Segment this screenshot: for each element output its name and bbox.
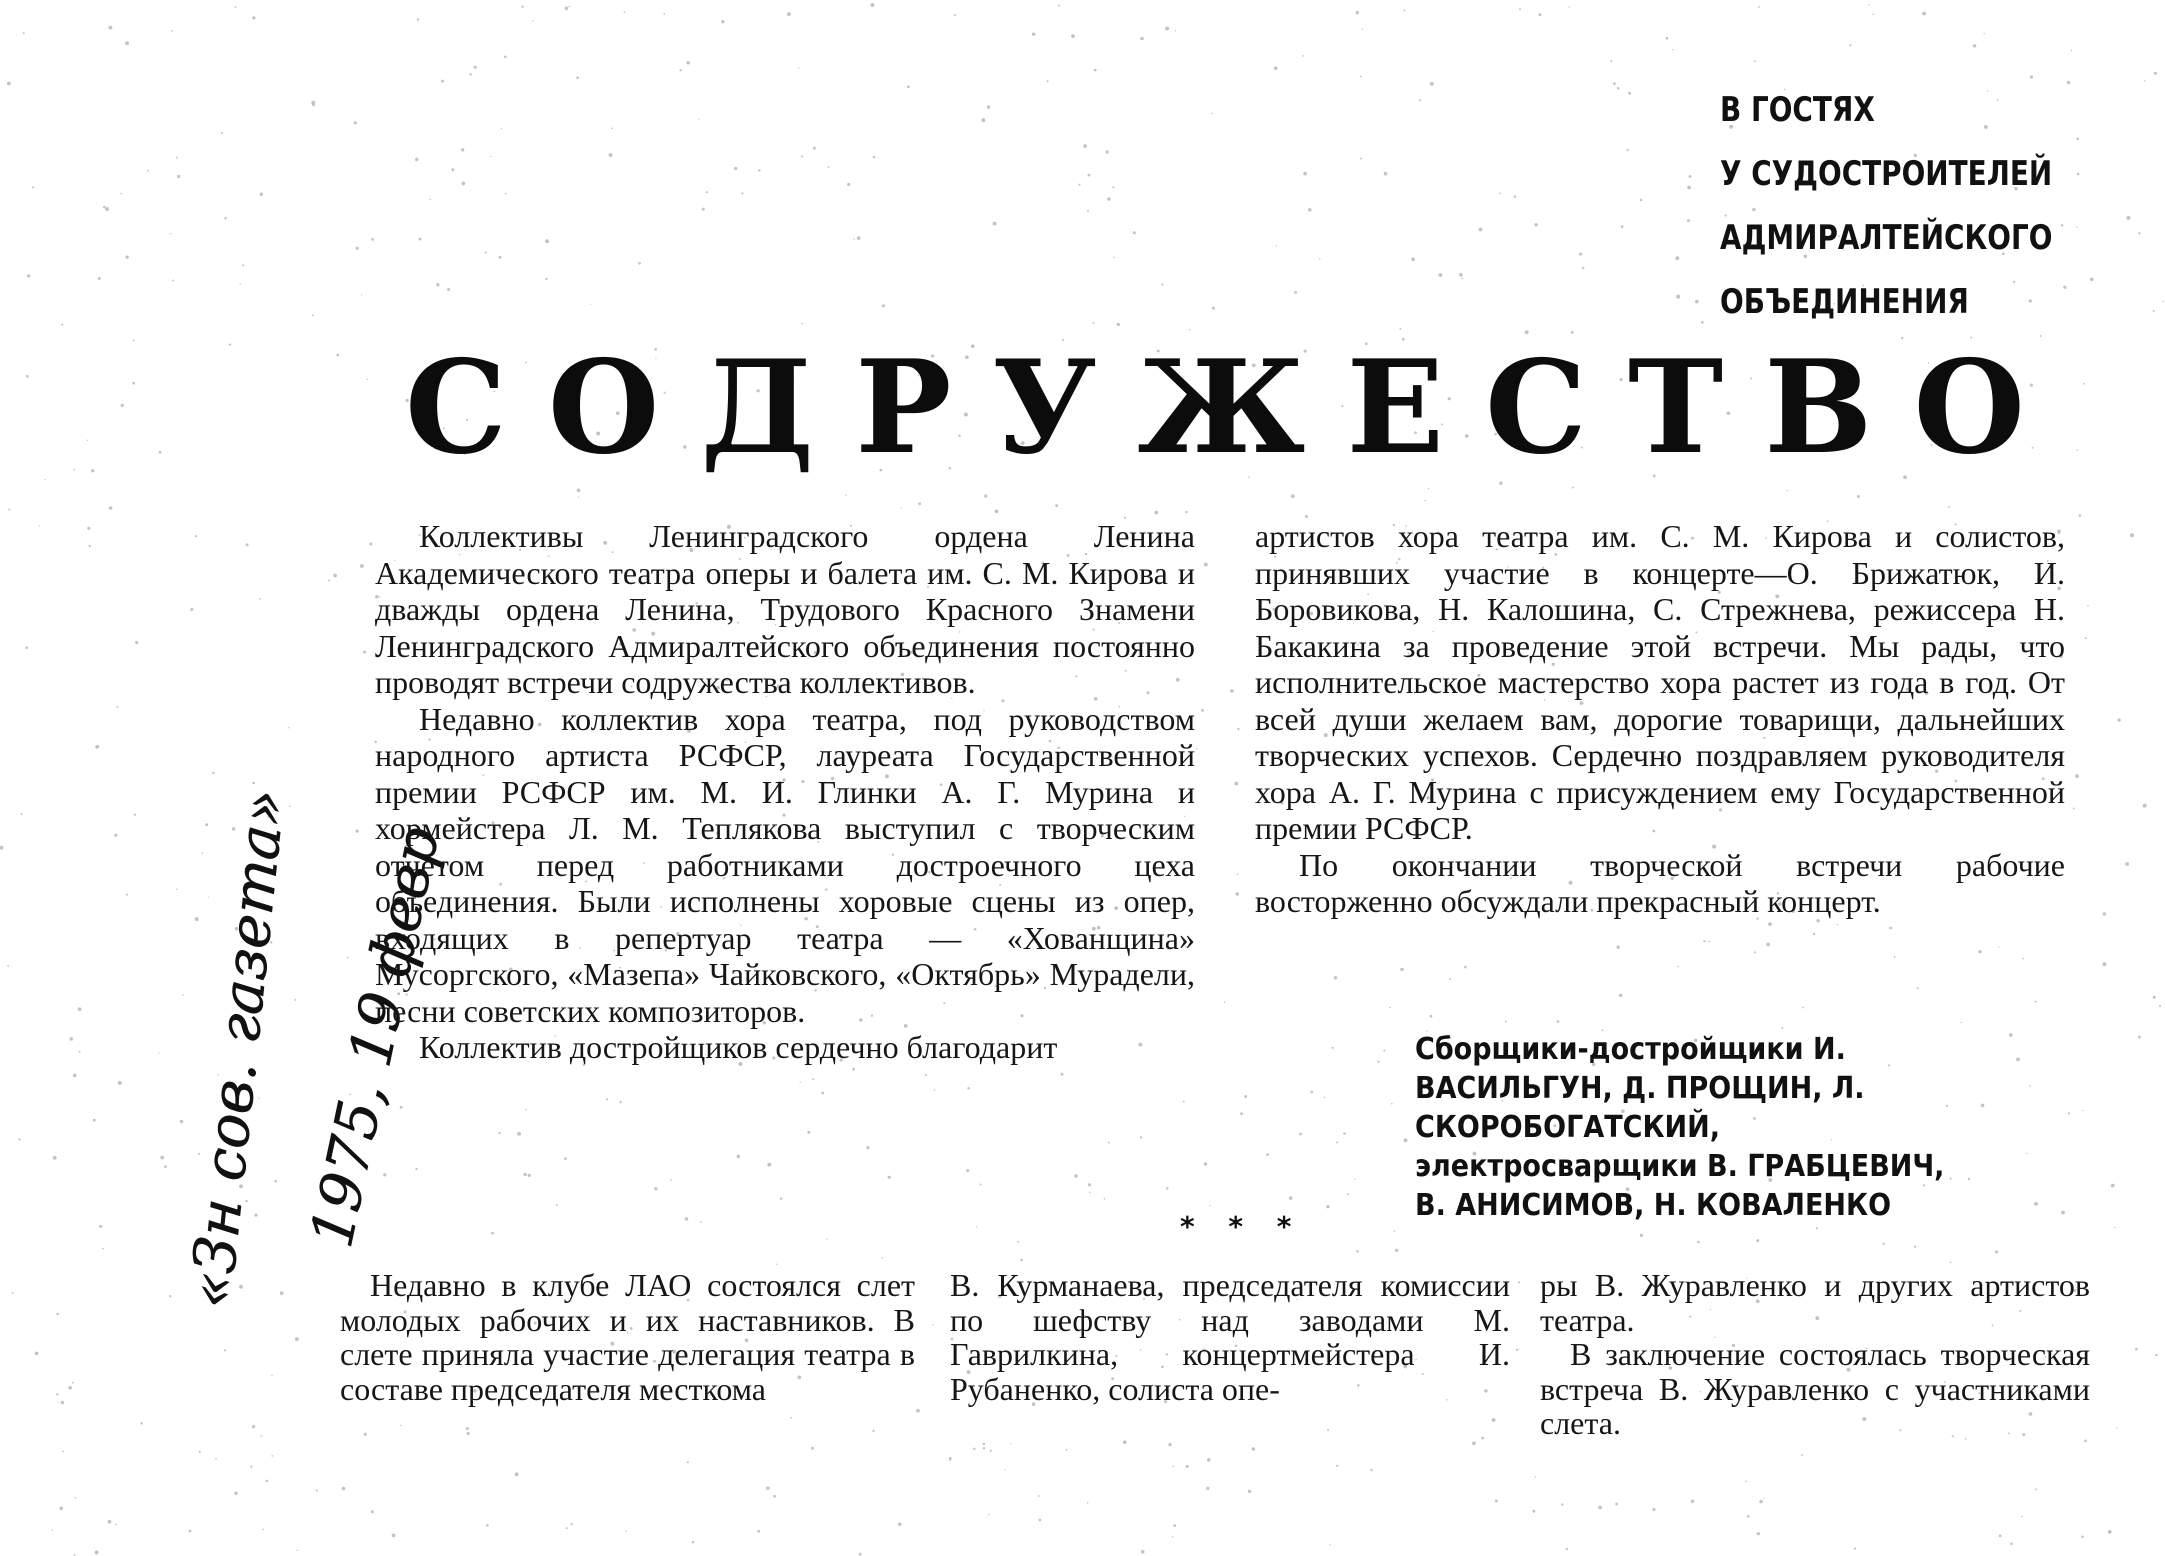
headline-letter: Е	[1346, 333, 1444, 483]
headline-letter: О	[547, 333, 660, 483]
headline-letter: У	[992, 333, 1097, 483]
kicker-line: АДМИРАЛТЕЙСКОГО	[1720, 218, 2053, 258]
article-paragraph: Коллектив достройщиков сердечно благодарит	[419, 1029, 1058, 1065]
headline-letter: С	[405, 333, 507, 483]
handwritten-source-note	[100, 610, 453, 1330]
short-note-paragraph: В. Курманаева, председателя комиссии по шефству над заводами М. Гаврилкина, концертмейстера И. Рубаненко, солиста опе-	[950, 1267, 1510, 1407]
short-note-column-3	[1540, 1268, 2090, 1441]
headline-letter: С	[1485, 333, 1587, 483]
article-paragraph: артистов хора театра им. С. М. Кирова и солистов, принявших участие в концерте—О. Брижатюк, И. Боровикова, Н. Калошина, С. Стрежнева, режиссера Н. Бакакина за проведение этой встречи. Мы рады, что исполнительское мастерство хора растет из года в год. От всей души желаем вам, дорогие товарищи, дальнейших творческих успехов. Сердечно поздравляем руководителя хора А. Г. Мурина с присуждением ему Государственной премии РСФСР.	[1255, 518, 2065, 846]
short-note-paragraph: В заключение состоялась творческая встреча В. Журавленко с участниками слета.	[1540, 1336, 2090, 1441]
short-note-paragraph: Недавно в клубе ЛАО состоялся слет молодых рабочих и их наставников. В слете приняла участие делегация театра в составе председателя месткома	[340, 1267, 915, 1407]
handwritten-note-line-2: 1975, 19 февр	[297, 820, 453, 1253]
short-note-column-2	[950, 1268, 1510, 1406]
article-paragraph: По окончании творческой встречи рабочие восторженно обсуждали прекрасный концерт.	[1255, 846, 2065, 919]
kicker-line: У СУДОСТРОИТЕЛЕЙ	[1720, 154, 2053, 194]
article-headline	[405, 333, 2025, 483]
kicker-line: ОБЪЕДИНЕНИЯ	[1720, 282, 1969, 322]
headline-letter: В	[1764, 333, 1873, 483]
short-note-column-1	[340, 1268, 915, 1406]
article-column-right	[1255, 518, 2065, 920]
headline-letter: Т	[1627, 333, 1724, 483]
section-separator: * * *	[1180, 1210, 1304, 1243]
article-column-left	[375, 518, 1195, 1066]
headline-letter: Д	[700, 333, 815, 483]
article-paragraph: Недавно коллектив хора театра, под руководством народного артиста РСФСР, лауреата Государственной премии РСФСР им. М. И. Глинки А. Г. Мурина и хормейстера Л. М. Теплякова выступил с творческим отчетом перед работниками достроечного цеха объединения. Были исполнены хоровые сцены из опер, входящих в репертуар театра — «Хованщина» Мусоргского, «Мазепа» Чайковского, «Октябрь» Мурадели, песни советских композиторов.	[375, 700, 1195, 1029]
kicker-line: В ГОСТЯХ	[1720, 90, 1875, 130]
handwritten-note-line-1: «Зн сов. газета»	[176, 785, 299, 1312]
section-kicker	[1720, 78, 2081, 334]
headline-letter: О	[1913, 333, 2025, 483]
short-note-paragraph: ры В. Журавленко и других артистов театра.	[1540, 1267, 2090, 1338]
article-signature: Сборщики-достройщики И. ВАСИЛЬГУН, Д. ПРОЩИН, Л. СКОРОБОГАТСКИЙ, электросварщики В. ГРАБЦЕВИЧ, В. АНИСИМОВ, Н. КОВАЛЕНКО	[1415, 1032, 1945, 1223]
headline-letter: Ж	[1137, 333, 1306, 483]
headline-letter: Р	[855, 333, 952, 483]
article-paragraph: Коллективы Ленинградского ордена Ленина Академического театра оперы и балета им. С. М. Кирова и дважды ордена Ленина, Трудового Красного Знамени Ленинградского Адмиралтейского объединения постоянно проводят встречи содружества коллективов.	[375, 518, 1195, 700]
